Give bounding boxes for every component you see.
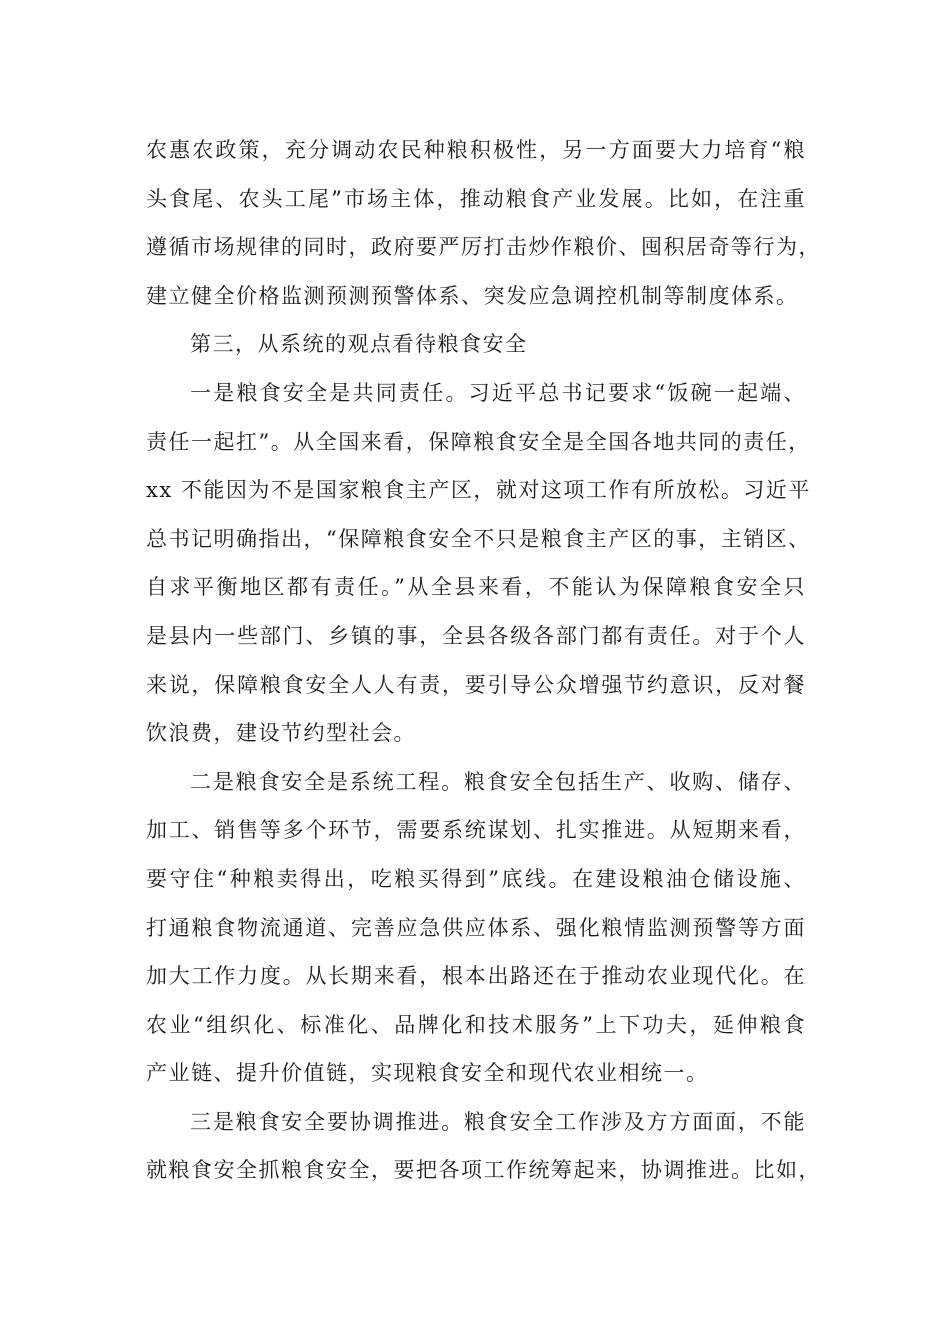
section-heading-text: 第三，从系统的观点看待粮食安全 bbox=[190, 332, 528, 357]
paragraph-point-two bbox=[146, 758, 806, 1098]
document-body bbox=[146, 126, 821, 1195]
text-line: 一是粮食安全是共同责任。习近平总书记要求“饭碗一起端、 bbox=[190, 380, 806, 405]
text-line: 是县内一些部门、乡镇的事，全县各级各部门都有责任。对于个人 bbox=[146, 623, 806, 648]
text-line: 就粮食安全抓粮食安全，要把各项工作统筹起来，协调推进。比如， bbox=[146, 1158, 821, 1183]
text-line: 饮浪费，建设节约型社会。 bbox=[146, 721, 416, 746]
text-line: 加工、销售等多个环节，需要系统谋划、扎实推进。从短期来看， bbox=[146, 818, 806, 843]
text-line: 头食尾、农头工尾”市场主体，推动粮食产业发展。比如，在注重 bbox=[146, 186, 806, 211]
text-line: 产业链、提升价值链，实现粮食安全和现代农业相统一。 bbox=[146, 1061, 709, 1086]
text-line: 打通粮食物流通道、完善应急供应体系、强化粮情监测预警等方面 bbox=[146, 915, 806, 940]
text-line: 三是粮食安全要协调推进。粮食安全工作涉及方方面面，不能 bbox=[190, 1109, 806, 1134]
text-line: 加大工作力度。从长期来看，根本出路还在于推动农业现代化。在 bbox=[146, 964, 806, 989]
text-line: 二是粮食安全是系统工程。粮食安全包括生产、收购、储存、 bbox=[190, 769, 806, 794]
text-line: 自求平衡地区都有责任。”从全县来看，不能认为保障粮食安全只 bbox=[146, 575, 806, 600]
text-line: 建立健全价格监测预测预警体系、突发应急调控机制等制度体系。 bbox=[146, 283, 799, 308]
section-heading-third bbox=[146, 320, 806, 369]
text-line: 遵循市场规律的同时，政府要严厉打击炒作粮价、囤积居奇等行为， bbox=[146, 235, 821, 260]
text-line: 责任一起扛”。从全国来看，保障粮食安全是全国各地共同的责任， bbox=[146, 429, 811, 454]
text-line: 总书记明确指出，“保障粮食安全不只是粮食主产区的事，主销区、 bbox=[146, 526, 811, 551]
text-line: 农惠农政策，充分调动农民种粮积极性，另一方面要大力培育“粮 bbox=[146, 138, 806, 162]
text-line: 要守住“种粮卖得出，吃粮买得到”底线。在建设粮油仓储设施、 bbox=[146, 866, 806, 891]
paragraph-point-three bbox=[146, 1098, 821, 1195]
paragraph-point-one bbox=[146, 369, 811, 758]
text-line: 来说，保障粮食安全人人有责，要引导公众增强节约意识，反对餐 bbox=[146, 672, 806, 697]
text-line: 农业“组织化、标准化、品牌化和技术服务”上下功夫，延伸粮食 bbox=[146, 1012, 806, 1037]
text-line: xx 不能因为不是国家粮食主产区，就对这项工作有所放松。习近平 bbox=[146, 478, 811, 503]
paragraph-continuation bbox=[146, 126, 821, 320]
